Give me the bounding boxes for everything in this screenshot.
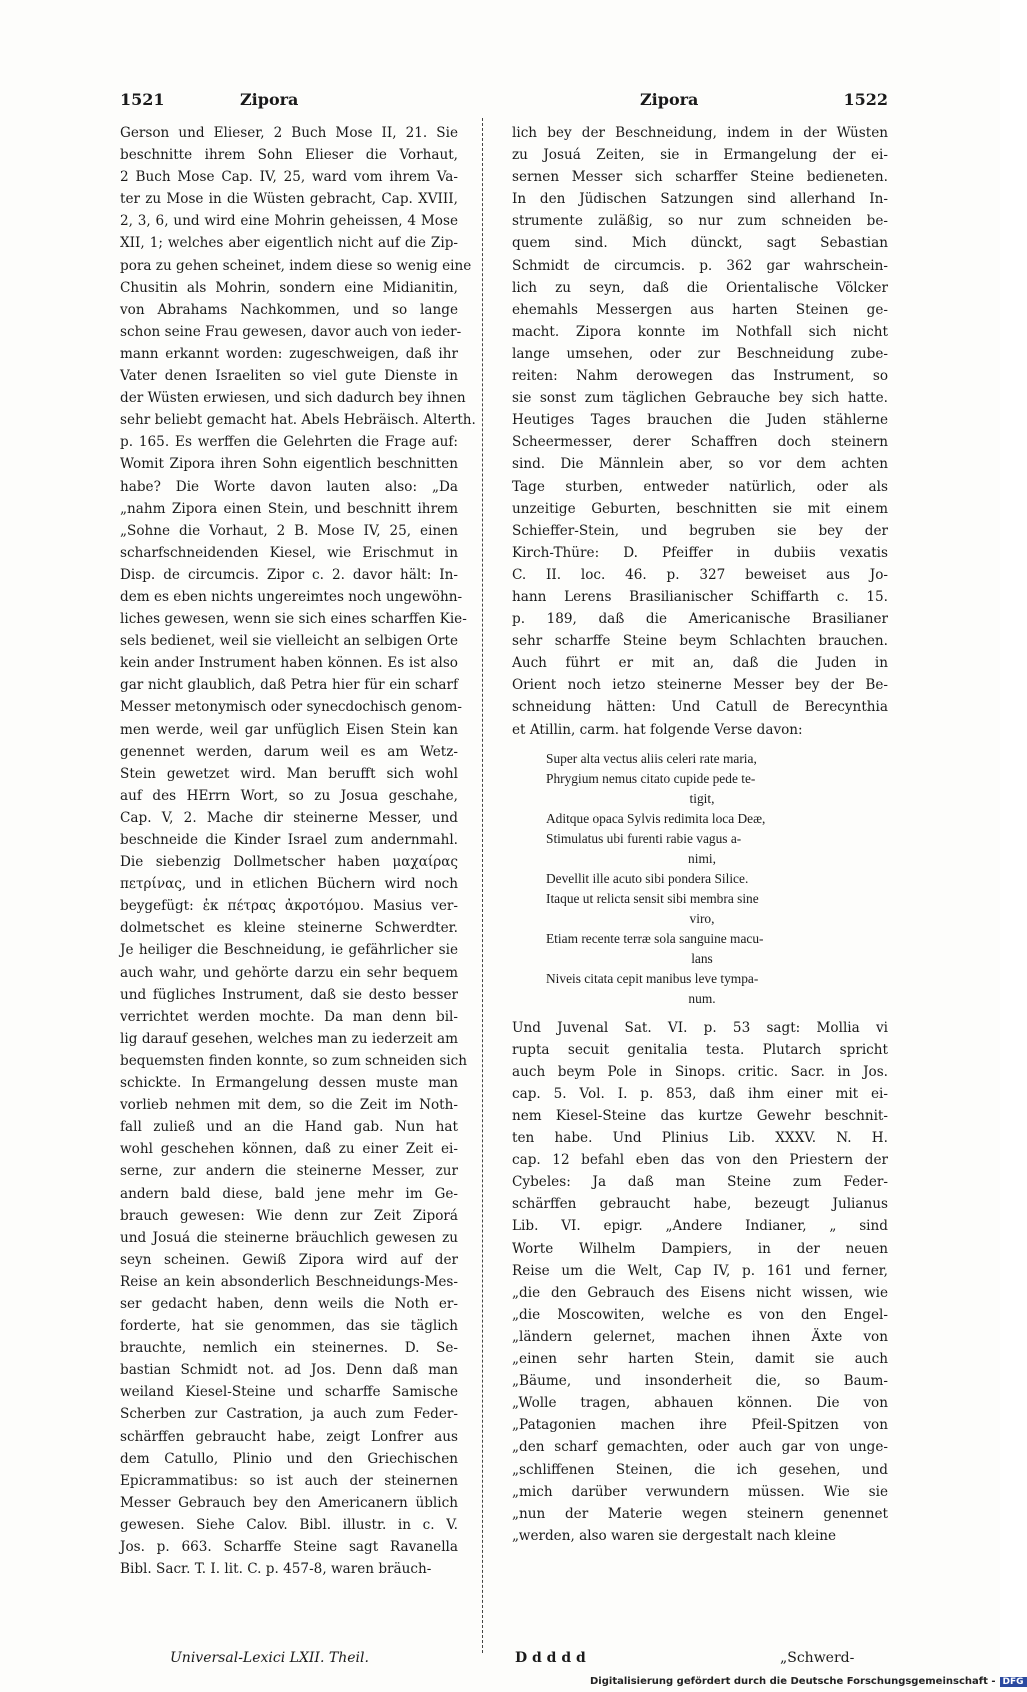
text-line: Lib. VI. epigr. „Andere Indianer, „ sind — [512, 1218, 888, 1235]
text-line: brauchte, nemlich ein steinernes. D. Se- — [120, 1340, 458, 1357]
text-line: lig darauf gesehen, welches man zu iederzeit am — [120, 1030, 458, 1047]
text-line: auch beym Pole in Sinops. critic. Sacr. in Jos. — [512, 1063, 888, 1080]
text-line: auch wahr, und gehörte darzu ein sehr bequem — [120, 964, 458, 981]
text-line: Reise an kein absonderlich Beschneidungs-Mes- — [120, 1273, 458, 1290]
text-line: liches gewesen, wenn sie sich eines scharffen Kie- — [120, 611, 467, 628]
text-line: reiten: Nahm derowegen das Instrument, so — [512, 368, 888, 385]
page-number-right: 1522 — [843, 90, 888, 109]
text-line: Und Juvenal Sat. VI. p. 53 sagt: Mollia vi — [512, 1019, 888, 1036]
text-line: und Josuá die steinerne bräuchlich gewesen zu — [120, 1229, 458, 1246]
text-line: macht. Zipora konnte im Nothfall sich nicht — [512, 323, 888, 340]
digitization-credit — [590, 1676, 1027, 1687]
text-line: beschnitte ihrem Sohn Elieser die Vorhaut, — [120, 147, 458, 164]
text-line: Tage sturben, entweder natürlich, oder als — [512, 478, 888, 495]
text-line: beschneide die Kinder Israel zum andernmahl. — [120, 832, 458, 848]
text-line: rupta secuit genitalia testa. Plutarch spricht — [512, 1041, 888, 1058]
text-line: πετρίνας, und in etlichen Büchern wird noch — [120, 876, 458, 893]
text-line: Worte Wilhelm Dampiers, in der neuen — [512, 1240, 888, 1257]
text-line: mann erkannt worden: zugeschweigen, daß ihr — [120, 345, 458, 362]
text-line: „Patagonien machen ihre Pfeil-Spitzen von — [512, 1417, 888, 1434]
text-line: C. II. loc. 46. p. 327 beweiset aus Jo- — [512, 566, 888, 583]
text-line: sehr scharffe Steine beym Schlachten brauchen. — [512, 633, 888, 650]
text-line: dem Catullo, Plinio und den Griechischen — [120, 1450, 458, 1467]
text-line: seyn scheinen. Gewiß Zipora wird auf der — [120, 1251, 458, 1268]
text-line: Heutiges Tages brauchen die Juden stählerne — [512, 412, 888, 429]
text-line: von Abrahams Nachkommen, und so lange — [120, 301, 458, 318]
text-line: fall zuließ und an die Hand gab. Nun hat — [120, 1119, 458, 1136]
text-line: bastian Schmidt not. ad Jos. Denn daß man — [120, 1362, 458, 1379]
text-line: men werde, weil gar unfüglich Eisen Stein kan — [120, 721, 458, 738]
running-title-left: Zipora — [240, 90, 299, 109]
text-line: brauch gewesen: Wie denn zur Zeit Ziporá — [120, 1207, 458, 1224]
text-line: strumente zuläßig, so nur zum schneiden be- — [512, 213, 888, 230]
text-line: Schieffer-Stein, und begruben sie bey der — [512, 522, 888, 539]
text-line: Kirch-Thüre: D. Pfeiffer in dubiis vexatis — [512, 544, 888, 561]
text-line: schärffen gebraucht habe, bezeugt Julianus — [512, 1196, 888, 1213]
verse-line: num. — [688, 990, 716, 1006]
text-line: und fügliches Instrument, daß sie desto besser — [120, 986, 458, 1003]
text-line: „mich darüber verwundern müssen. Wie sie — [512, 1483, 888, 1500]
text-line: Reise um die Welt, Cap IV, p. 161 und ferner, — [512, 1262, 888, 1279]
text-line: vorlieb nehmen mit dem, so die Zeit im Noth- — [120, 1097, 458, 1114]
text-line: „nahm Zipora einen Stein, und beschnitt ihrem — [120, 500, 458, 517]
page-header — [120, 90, 888, 116]
text-line: Je heiliger die Beschneidung, ie gefährlicher sie — [120, 942, 458, 959]
text-line: hann Lerens Brasilianischer Schiffarth c. 15. — [512, 588, 888, 605]
text-line: sind. Die Männlein aber, so vor dem achten — [512, 456, 888, 473]
text-line: forderte, hat sie genommen, das sie täglich — [120, 1318, 458, 1335]
verse-line: lans — [691, 950, 713, 966]
verse-line: Stimulatus ubi furenti rabie vagus a- — [546, 830, 742, 846]
right-column-top-text — [512, 122, 888, 741]
text-line: lich bey der Beschneidung, indem in der Wüsten — [512, 125, 888, 141]
text-line: schneidung hätten: Und Catull de Berecynthia — [512, 699, 888, 716]
text-line: „schliffenen Steinen, die ich gesehen, und — [512, 1461, 888, 1478]
text-line: sie sonst zum täglichen Gebrauche bey sich hatte. — [512, 390, 888, 407]
text-line: dem es eben nichts ungereimtes noch ungewöhn- — [120, 588, 463, 605]
dfg-logo: DFG — [1000, 1677, 1027, 1687]
text-line: „den scharf gemachten, oder auch gar von unge- — [512, 1439, 888, 1456]
text-line: scharfschneidenden Kiesel, wie Erischmut in — [120, 544, 458, 561]
right-column — [512, 122, 888, 1642]
text-line: „die den Gebrauch des Eisens nicht wissen, wie — [512, 1284, 888, 1301]
verse-line: Itaque ut relicta sensit sibi membra sine — [546, 890, 759, 906]
running-title-right: Zipora — [640, 90, 699, 109]
text-line: p. 189, daß die Americanische Brasilianer — [512, 611, 888, 628]
text-line: nem Kiesel-Steine das kurtze Gewehr beschnit- — [512, 1108, 888, 1124]
text-line: ter zu Mose in die Wüsten gebracht, Cap. XVIII, — [120, 191, 458, 208]
text-line: „Sohne die Vorhaut, 2 B. Mose IV, 25, einen — [120, 522, 458, 539]
text-line: gar nicht glaublich, daß Petra hier für ein scharf — [120, 677, 458, 694]
verse-line: Aditque opaca Sylvis redimita loca Deæ, — [546, 810, 766, 826]
left-column — [120, 122, 476, 1642]
text-line: auf des HErrn Wort, so zu Josua geschahe, — [120, 787, 458, 804]
text-line: bequemsten finden konnte, so zum schneiden sich — [120, 1052, 468, 1069]
text-line: cap. 12 befahl eben das von den Priestern der — [512, 1152, 888, 1169]
verse-line: Phrygium nemus citato cupide pede te- — [546, 770, 756, 786]
text-line: Messer metonymisch oder synecdochisch genom- — [120, 699, 462, 716]
text-line: Die siebenzig Dollmetscher haben μαχαίρας — [120, 854, 458, 871]
volume-footer: Universal-Lexici LXII. Theil. — [170, 1650, 369, 1666]
verse-line: Niveis citata cepit manibus leve tympa- — [546, 970, 759, 986]
text-line: genennet werden, darum weil es am Wetz- — [120, 743, 458, 760]
text-line: XII, 1; welches aber eigentlich nicht auf die Zip- — [120, 235, 458, 252]
text-line: ser gedacht haben, denn weils die Noth er- — [120, 1295, 458, 1312]
text-line: Disp. de circumcis. Zipor c. 2. davor hält: In- — [120, 566, 458, 583]
page-number-left: 1521 — [120, 90, 165, 109]
signature-mark: D d d d d — [515, 1650, 586, 1666]
text-line: gewesen. Siehe Calov. Bibl. illustr. in c. V. — [120, 1516, 458, 1533]
right-column-bottom-text — [512, 1017, 888, 1547]
text-line: „einen sehr harten Stein, damit sie auch — [512, 1351, 888, 1368]
text-line: andern bald diese, bald jene mehr im Ge- — [120, 1185, 458, 1202]
text-line: „ländern gelernet, machen ihnen Äxte von — [512, 1328, 888, 1345]
text-line: Scherben zur Castration, ja auch zum Feder- — [120, 1406, 458, 1423]
text-line: Schmidt de circumcis. p. 362 gar wahrschein- — [512, 257, 888, 274]
verse-line: viro, — [689, 910, 715, 926]
text-line: kein ander Instrument haben können. Es ist also — [120, 655, 458, 672]
text-line: „Wolle tragen, abhauen können. Die von — [512, 1395, 888, 1412]
text-line: cap. 5. Vol. I. p. 853, daß ihm einer mit ei- — [512, 1085, 888, 1102]
text-line: In den Jüdischen Satzungen sind allerhand In- — [512, 191, 888, 208]
text-line: sels bedienet, weil sie vielleicht an selbigen Orte — [120, 633, 458, 650]
text-line: ehemahls Messergen aus harten Steinen ge- — [512, 301, 888, 318]
text-line: zu Josuá Zeiten, sie in Ermangelung der ei- — [512, 147, 888, 164]
text-line: sehr beliebt gemacht hat. Abels Hebräisch. Alterth. — [120, 412, 476, 429]
text-line: et Atillin, carm. hat folgende Verse davon: — [512, 721, 803, 738]
text-line: „die Moscowiten, welche es von den Engel- — [512, 1306, 888, 1323]
text-line: ten habe. Und Plinius Lib. XXXV. N. H. — [512, 1130, 888, 1147]
verse-line: Super alta vectus aliis celeri rate maria, — [546, 750, 757, 766]
text-line: schärffen gebraucht habe, zeigt Lonfrer aus — [120, 1428, 458, 1445]
text-line: weiland Kiesel-Steine und scharffe Samische — [120, 1384, 458, 1401]
text-line: Epicrammatibus: so ist auch der steinernen — [120, 1472, 458, 1489]
text-line: Auch führt er mit an, daß die Juden in — [512, 655, 888, 672]
text-line: Cybeles: Ja daß man Steine zum Feder- — [512, 1174, 888, 1191]
text-line: Bibl. Sacr. T. I. lit. C. p. 457-8, waren bräuch- — [120, 1561, 432, 1578]
text-line: lich zu seyn, daß die Orientalische Völcker — [512, 279, 888, 296]
catchword: „Schwerd- — [780, 1650, 855, 1666]
text-line: schon seine Frau gewesen, davor auch von ieder- — [120, 323, 462, 340]
text-line: Gerson und Elieser, 2 Buch Mose II, 21. Sie — [120, 125, 458, 141]
text-line: pora zu gehen scheinet, indem diese so wenig eine — [120, 257, 472, 274]
text-line: Jos. p. 663. Scharffe Steine sagt Ravanella — [120, 1539, 458, 1555]
text-line: habe? Die Worte davon lauten also: „Da — [120, 478, 458, 495]
digitization-text: Digitalisierung gefördert durch die Deutsche Forschungsgemeinschaft - — [590, 1676, 996, 1687]
text-line: der Wüsten erwiesen, und sich dadurch bey ihnen — [120, 390, 466, 407]
text-line: serne, zur andern die steinerne Messer, zur — [120, 1163, 458, 1180]
text-line: unzeitige Geburten, beschnitten sie mit einem — [512, 500, 888, 517]
column-divider — [482, 118, 484, 1653]
text-line: Messer Gebrauch bey den Americanern üblich — [120, 1494, 458, 1511]
text-line: dolmetschet es kleine steinerne Schwerdter. — [120, 920, 458, 937]
text-line: Cap. V, 2. Mache dir steinerne Messer, und — [120, 809, 458, 826]
text-line: verrichtet werden mochte. Da man denn bil- — [120, 1008, 458, 1025]
text-line: Scheermesser, derer Schaffren doch steinern — [512, 434, 888, 451]
text-line: quem sind. Mich dünckt, sagt Sebastian — [512, 235, 888, 252]
text-line: „Bäume, und insonderheit die, so Baum- — [512, 1373, 888, 1390]
text-line: „nun der Materie wegen steinern genennet — [512, 1505, 888, 1522]
text-line: Vater denen Israeliten so viel gute Dienste in — [120, 368, 458, 385]
verse-line: Devellit ille acuto sibi pondera Silice. — [546, 870, 749, 886]
verse-line: Etiam recente terræ sola sanguine macu- — [546, 930, 764, 946]
text-line: Womit Zipora ihren Sohn eigentlich beschnitten — [120, 456, 458, 473]
verse-line: tigit, — [689, 790, 715, 806]
text-line: schickte. In Ermangelung dessen muste man — [120, 1075, 458, 1092]
text-line: 2, 3, 6, und wird eine Mohrin geheissen, 4 Mose — [120, 213, 458, 230]
text-line: 2 Buch Mose Cap. IV, 25, ward vom ihrem Va- — [120, 169, 458, 186]
latin-verse-quote — [512, 749, 888, 1009]
text-line: Chusitin als Mohrin, sondern eine Midianitin, — [120, 279, 458, 296]
text-line: beygefügt: ἐκ πέτρας ἀκροτόμου. Masius ver- — [120, 898, 458, 915]
text-line: lange umsehen, oder zur Beschneidung zube- — [512, 345, 888, 362]
text-line: „werden, also waren sie dergestalt nach kleine — [512, 1527, 837, 1544]
text-line: Orient noch ietzo steinerne Messer bey der Be- — [512, 677, 888, 694]
text-line: wohl geschehen können, daß zu einer Zeit ei- — [120, 1141, 458, 1158]
text-line: Stein gewetzet wird. Man berufft sich wohl — [120, 765, 458, 782]
text-line: p. 165. Es werffen die Gelehrten die Frage auf: — [120, 434, 458, 451]
verse-line: nimi, — [688, 850, 716, 866]
text-line: sernen Messer sich scharffer Steine bedieneten. — [512, 169, 888, 186]
